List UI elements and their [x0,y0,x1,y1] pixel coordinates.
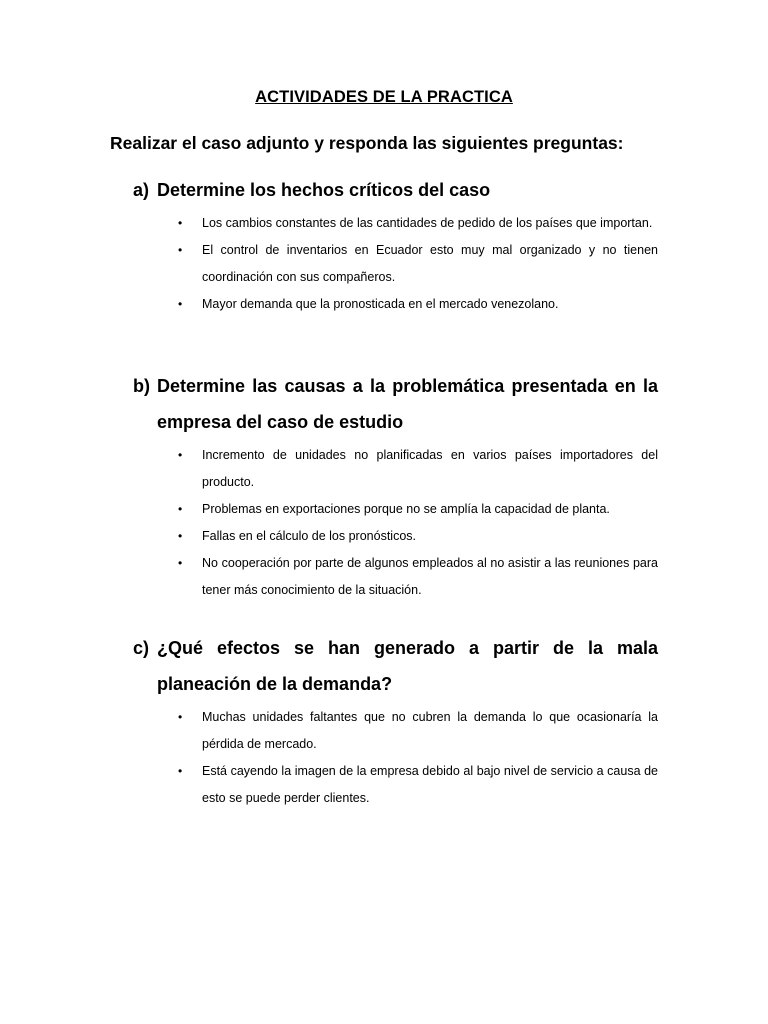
question-a [133,172,658,208]
list-item [133,496,658,523]
list-item-text: Mayor demanda que la pronosticada en el mercado venezolano. [202,297,559,311]
list-item-text: Fallas en el cálculo de los pronósticos. [202,529,417,543]
section-c [133,630,658,812]
bullet-icon: • [178,448,183,462]
question-c [133,630,658,702]
bullet-icon: • [178,529,183,543]
page-title: ACTIVIDADES DE LA PRACTICA [255,88,513,106]
section-a [133,172,658,318]
section-b [133,368,658,604]
bullet-icon: • [178,243,183,257]
question-letter: a) [133,180,150,200]
bullet-icon: • [178,556,183,570]
list-item [133,237,658,291]
list-item-text: Problemas en exportaciones porque no se amplía la capacidad de planta. [202,502,610,516]
list-item [133,523,658,550]
answer-list [133,704,658,812]
list-item-text: Muchas unidades faltantes que no cubren la demanda lo que ocasionaría la pérdida de mercado. [202,710,658,751]
question-text: Determine las causas a la problemática presentada en la empresa del caso de estudio [157,376,658,432]
bullet-icon: • [178,297,183,311]
bullet-icon: • [178,764,183,778]
list-item [133,704,658,758]
bullet-icon: • [178,216,183,230]
list-item [133,758,658,812]
list-item [133,550,658,604]
answer-list [133,210,658,318]
question-letter: b) [133,376,150,396]
bullet-icon: • [178,710,183,724]
list-item-text: Está cayendo la imagen de la empresa debido al bajo nivel de servicio a causa de esto se puede perder clientes. [202,764,658,805]
list-item [133,442,658,496]
list-item [133,291,658,318]
list-item-text: El control de inventarios en Ecuador esto muy mal organizado y no tienen coordinación con sus compañeros. [202,243,658,284]
list-item-text: Incremento de unidades no planificadas en varios países importadores del producto. [202,448,658,489]
list-item [133,210,658,237]
question-text: ¿Qué efectos se han generado a partir de la mala planeación de la demanda? [157,638,658,694]
question-b [133,368,658,440]
question-letter: c) [133,638,150,658]
intro-text: Realizar el caso adjunto y responda las siguientes preguntas: [110,133,624,153]
question-text: Determine los hechos críticos del caso [157,180,491,200]
answer-list [133,442,658,604]
bullet-icon: • [178,502,183,516]
list-item-text: No cooperación por parte de algunos empleados al no asistir a las reuniones para tener más conocimiento de la situación. [202,556,658,597]
list-item-text: Los cambios constantes de las cantidades de pedido de los países que importan. [202,216,653,230]
